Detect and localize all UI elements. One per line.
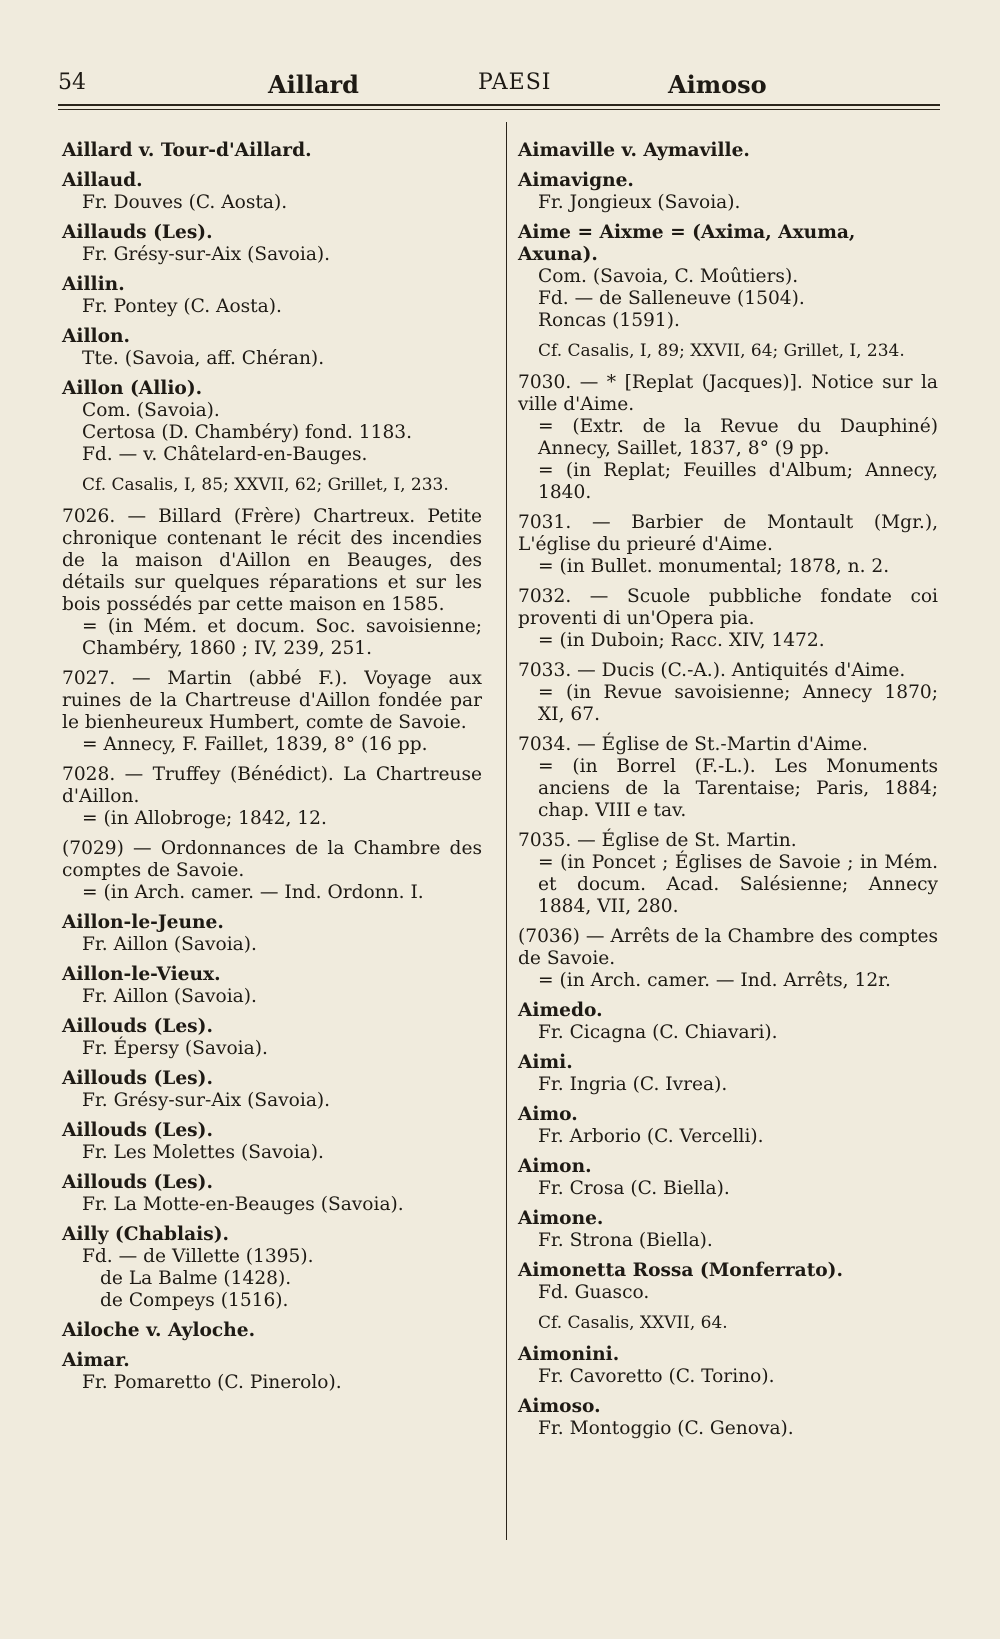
entry-line: Tte. (Savoia, aff. Chéran). [82, 348, 325, 369]
entry-line: Fr. Crosa (C. Biella). [538, 1178, 730, 1199]
entry [518, 1260, 938, 1304]
entry-line: Fr. Jongieux (Savoia). [538, 192, 741, 213]
entry-line: Fr. Pomaretto (C. Pinerolo). [82, 1372, 342, 1393]
entry-title: Aillouds (Les). [62, 1120, 213, 1141]
entry-title: Aimi. [518, 1052, 573, 1073]
entry [62, 378, 482, 466]
entry-title: Aillon-le-Jeune. [62, 912, 224, 933]
bibliography-entry: 7028. — Truffey (Bénédict). La Chartreuse d'Aillon. [62, 764, 482, 807]
entry [62, 1172, 482, 1216]
reference-line: Cf. Casalis, XXVII, 64. [538, 1313, 728, 1333]
entry [62, 668, 482, 756]
bibliography-source: = (in Duboin; Racc. XIV, 1472. [538, 630, 825, 651]
entry-line: Fd. Guasco. [538, 1282, 650, 1303]
entry [62, 222, 482, 266]
bibliography-source: = (in Allobroge; 1842, 12. [82, 808, 327, 829]
entry [62, 474, 482, 496]
entry-line: Fr. Épersy (Savoia). [82, 1038, 268, 1059]
entry [518, 660, 938, 726]
header-right-word: Aimoso [668, 70, 767, 99]
entry-line: Fr. Grésy-sur-Aix (Savoia). [82, 1090, 331, 1111]
entry-title: Aimaville v. Aymaville. [518, 140, 750, 161]
entry-line: Fr. Montoggio (C. Genova). [538, 1418, 794, 1439]
entry-title: Aillon-le-Vieux. [62, 964, 221, 985]
entry-title: Aillouds (Les). [62, 1016, 213, 1037]
entry [518, 512, 938, 578]
reference-line: Cf. Casalis, I, 89; XXVII, 64; Grillet, I, 234. [538, 341, 905, 361]
entry-title: Aimo. [518, 1104, 578, 1125]
entry-line: Fr. Pontey (C. Aosta). [82, 296, 282, 317]
bibliography-source: = (in Bullet. monumental; 1878, n. 2. [538, 556, 890, 577]
entry [518, 1000, 938, 1044]
entry [518, 830, 938, 918]
entry-line: Fr. Douves (C. Aosta). [82, 192, 288, 213]
entry [62, 838, 482, 904]
entry [62, 170, 482, 214]
entry [518, 340, 938, 362]
bibliography-source: = (in Poncet ; Églises de Savoie ; in Mém. et docum. Acad. Salésienne; Annecy 1884, VII, 280. [538, 852, 938, 917]
entry-line: Fr. Les Molettes (Savoia). [82, 1142, 324, 1163]
header-center-word: PAESI [478, 70, 552, 95]
entry [62, 912, 482, 956]
entry [518, 372, 938, 504]
entry [518, 926, 938, 992]
entry [518, 222, 938, 332]
entry-line: de La Balme (1428). [100, 1268, 292, 1289]
page-number: 54 [58, 70, 86, 95]
entry [62, 1350, 482, 1394]
entry-title: Aillon (Allio). [62, 378, 203, 399]
bibliography-entry: 7031. — Barbier de Montault (Mgr.), L'église du prieuré d'Aime. [518, 512, 938, 555]
entry [518, 170, 938, 214]
entry [62, 506, 482, 660]
entry-line: Fr. Strona (Biella). [538, 1230, 713, 1251]
header-left-word: Aillard [268, 70, 359, 99]
entry-line: Fr. Cicagna (C. Chiavari). [538, 1022, 778, 1043]
entry [518, 734, 938, 822]
bibliography-entry: (7036) — Arrêts de la Chambre des comptes de Savoie. [518, 926, 938, 969]
entry-title: Aillouds (Les). [62, 1172, 213, 1193]
entry-line: de Compeys (1516). [100, 1290, 289, 1311]
entry-title: Aimonini. [518, 1344, 620, 1365]
entry-line: Fr. Arborio (C. Vercelli). [538, 1126, 764, 1147]
bibliography-entry: 7035. — Église de St. Martin. [518, 830, 797, 851]
entry-title: Aillaud. [62, 170, 143, 191]
entry [518, 1396, 938, 1440]
entry [62, 140, 482, 162]
entry-line: Fr. Aillon (Savoia). [82, 986, 257, 1007]
entry [62, 1320, 482, 1342]
header-rule [58, 104, 940, 106]
entry [518, 140, 938, 162]
entry-line: Com. (Savoia, C. Moûtiers). [538, 266, 799, 287]
entry [62, 1224, 482, 1312]
bibliography-entry: 7033. — Ducis (C.-A.). Antiquités d'Aime. [518, 660, 906, 681]
bibliography-entry: (7029) — Ordonnances de la Chambre des comptes de Savoie. [62, 838, 482, 881]
entry-title: Aimavigne. [518, 170, 634, 191]
bibliography-source: = (in Arch. camer. — Ind. Arrêts, 12r. [538, 970, 891, 991]
entry [518, 1156, 938, 1200]
bibliography-source: = (in Replat; Feuilles d'Album; Annecy, 1840. [538, 460, 938, 503]
bibliography-source: = (in Arch. camer. — Ind. Ordonn. I. [82, 882, 424, 903]
entry [62, 964, 482, 1008]
entry [518, 1312, 938, 1334]
entry-title: Aimone. [518, 1208, 604, 1229]
entry-line: Fr. Ingria (C. Ivrea). [538, 1074, 728, 1095]
bibliography-source: = (Extr. de la Revue du Dauphiné) Annecy, Saillet, 1837, 8° (9 pp. [538, 416, 938, 459]
entry [62, 274, 482, 318]
entry [62, 1016, 482, 1060]
entry-title: Aimonetta Rossa (Monferrato). [518, 1260, 843, 1281]
reference-line: Cf. Casalis, I, 85; XXVII, 62; Grillet, I, 233. [82, 475, 449, 495]
entry [62, 326, 482, 370]
entry-line: Fd. — v. Châtelard-en-Bauges. [82, 444, 368, 465]
bibliography-entry: 7026. — Billard (Frère) Chartreux. Petite chronique contenant le récit des incendies de la maison d'Aillon en Beauges, des détails sur quelques réparations et sur les bois possédés par cette maison en 1585. [62, 506, 482, 615]
entry-line: Fr. La Motte-en-Beauges (Savoia). [82, 1194, 404, 1215]
entry [62, 764, 482, 830]
entry-line: Fr. Cavoretto (C. Torino). [538, 1366, 775, 1387]
entry [518, 586, 938, 652]
bibliography-source: = (in Borrel (F.-L.). Les Monuments anciens de la Tarentaise; Paris, 1884; chap. VIII e tav. [538, 756, 938, 821]
entry-title: Aimar. [62, 1350, 130, 1371]
entry-line: Fr. Grésy-sur-Aix (Savoia). [82, 244, 331, 265]
entry [62, 1120, 482, 1164]
entry-line: Com. (Savoia). [82, 400, 220, 421]
entry-line: Fd. — de Villette (1395). [82, 1246, 314, 1267]
entry-title: Aillouds (Les). [62, 1068, 213, 1089]
bibliography-entry: 7027. — Martin (abbé F.). Voyage aux ruines de la Chartreuse d'Aillon fondée par le bienheureux Humbert, comte de Savoie. [62, 668, 482, 733]
entry-title: Aillon. [62, 326, 131, 347]
entry-line: Fr. Aillon (Savoia). [82, 934, 257, 955]
bibliography-entry: 7032. — Scuole pubbliche fondate coi proventi di un'Opera pia. [518, 586, 938, 629]
entry-title: Aimoso. [518, 1396, 601, 1417]
bibliography-source: = (in Mém. et docum. Soc. savoisienne; Chambéry, 1860 ; IV, 239, 251. [82, 616, 482, 659]
entry-title: Aillin. [62, 274, 125, 295]
left-column [62, 140, 482, 1402]
right-column [518, 140, 938, 1448]
entry [62, 1068, 482, 1112]
entry-title: Ailoche v. Ayloche. [62, 1320, 256, 1341]
entry [518, 1208, 938, 1252]
bibliography-entry: 7034. — Église de St.-Martin d'Aime. [518, 734, 868, 755]
bibliography-source: = Annecy, F. Faillet, 1839, 8° (16 pp. [82, 734, 428, 755]
entry-title: Aimedo. [518, 1000, 603, 1021]
entry [518, 1104, 938, 1148]
entry-title: Aillard v. Tour-d'Aillard. [62, 140, 312, 161]
entry [518, 1052, 938, 1096]
column-divider [506, 122, 507, 1540]
entry-title: Ailly (Chablais). [62, 1224, 229, 1245]
bibliography-entry: 7030. — * [Replat (Jacques)]. Notice sur la ville d'Aime. [518, 372, 938, 415]
header-rule-thin [58, 109, 940, 110]
entry [518, 1344, 938, 1388]
entry-line: Roncas (1591). [538, 310, 680, 331]
entry-line: Fd. — de Salleneuve (1504). [538, 288, 805, 309]
entry-line: Certosa (D. Chambéry) fond. 1183. [82, 422, 413, 443]
entry-title: Aimon. [518, 1156, 592, 1177]
entry-title: Aillauds (Les). [62, 222, 213, 243]
entry-title: Aime = Aixme = (Axima, Axuma, Axuna). [518, 222, 856, 265]
bibliography-source: = (in Revue savoisienne; Annecy 1870; XI, 67. [538, 682, 938, 725]
